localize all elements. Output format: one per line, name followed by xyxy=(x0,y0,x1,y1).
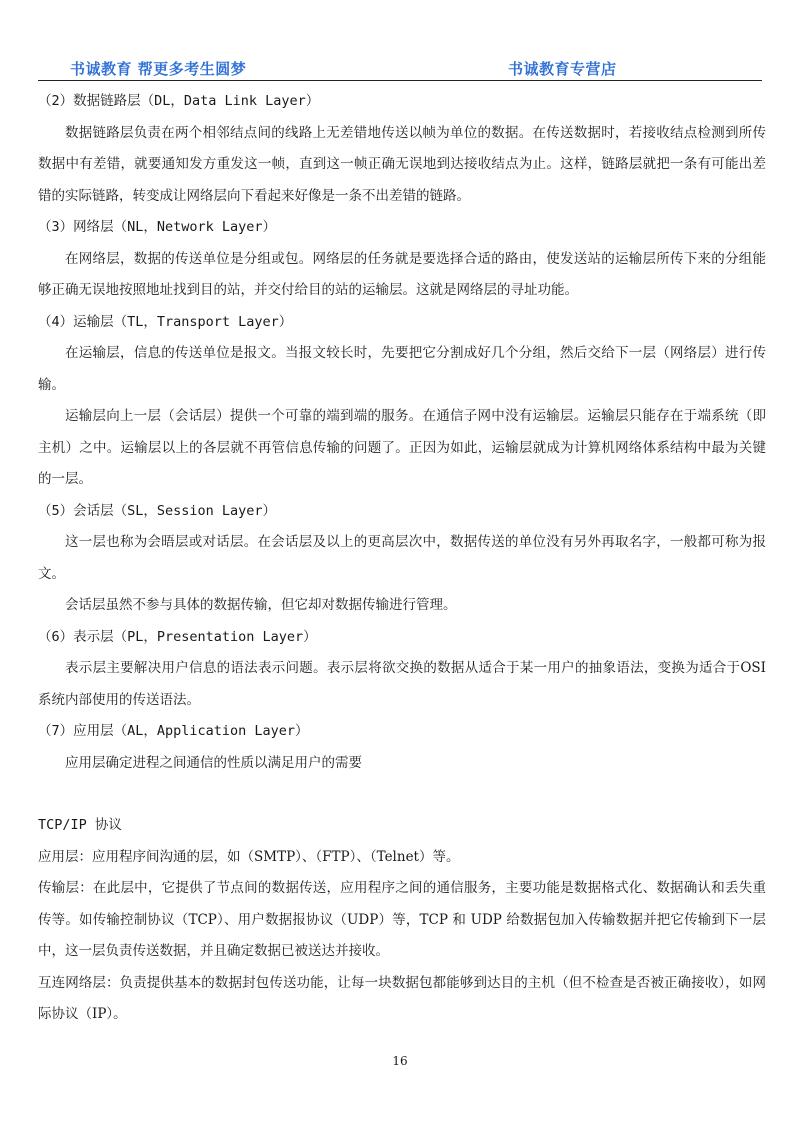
section-heading-session: （5）会话层（SL，Session Layer） xyxy=(38,502,277,519)
paragraph-session-1: 这一层也称为会晤层或对话层。在会话层及以上的更高层次中，数据传送的单位没有另外再取名字，一般都可称为报文。 xyxy=(38,534,766,582)
section-heading-network: （3）网络层（NL，Network Layer） xyxy=(38,219,277,235)
blank-line xyxy=(38,779,766,810)
tcpip-title: TCP/IP 协议 xyxy=(38,817,122,833)
page-header xyxy=(38,58,762,80)
section-heading-application: （7）应用层（AL，Application Layer） xyxy=(38,723,309,739)
header-store-name: 书诚教育专营店 xyxy=(508,60,617,78)
section-heading-presentation: （6）表示层（PL，Presentation Layer） xyxy=(38,628,317,645)
tcpip-application-layer: 应用层：应用程序间沟通的层，如（SMTP）、（FTP）、（Telnet）等。 xyxy=(38,848,460,865)
header-slogan: 书诚教育 帮更多考生圆梦 xyxy=(70,60,247,78)
paragraph-transport-2: 运输层向上一层（会话层）提供一个可靠的端到端的服务。在通信子网中没有运输层。运输层只能存在于端系统（即主机）之中。运输层以上的各层就不再管信息传输的问题了。正因为如此，运输层就成为计算机网络体系结构中最为关键的一层。 xyxy=(38,408,766,487)
paragraph-network: 在网络层，数据的传送单位是分组或包。网络层的任务就是要选择合适的路由，使发送站的运输层所传下来的分组能够正确无误地按照地址找到目的站，并交付给目的站的运输层。这就是网络层的寻址功能。 xyxy=(38,250,766,298)
tcpip-transport-layer: 传输层：在此层中，它提供了节点间的数据传送，应用程序之间的通信服务，主要功能是数据格式化、数据确认和丢失重传等。如传输控制协议（TCP）、用户数据报协议（UDP）等，TCP 和 UDP 给数据包加入传输数据并把它传输到下一层中，这一层负责传送数据，并且确定数据已被送达并接收。 xyxy=(38,880,766,959)
section-heading-transport: （4）运输层（TL，Transport Layer） xyxy=(38,313,293,330)
page-number: 16 xyxy=(392,1054,408,1068)
section-heading-data-link: （2）数据链路层（DL，Data Link Layer） xyxy=(38,93,320,109)
paragraph-application: 应用层确定进程之间通信的性质以满足用户的需要 xyxy=(65,754,362,771)
paragraph-transport-1: 在运输层，信息的传送单位是报文。当报文较长时，先要把它分割成好几个分组，然后交给下一层（网络层）进行传输。 xyxy=(38,345,766,393)
header-divider xyxy=(38,80,762,81)
paragraph-presentation: 表示层主要解决用户信息的语法表示问题。表示层将欲交换的数据从适合于某一用户的抽象语法，变换为适合于OSI 系统内部使用的传送语法。 xyxy=(38,660,766,708)
paragraph-session-2: 会话层虽然不参与具体的数据传输，但它却对数据传输进行管理。 xyxy=(65,597,457,613)
tcpip-internet-layer: 互连网络层：负责提供基本的数据封包传送功能，让每一块数据包都能够到达目的主机（但不检查是否被正确接收），如网际协议（IP）。 xyxy=(38,974,766,1022)
document-body xyxy=(38,86,766,1031)
paragraph-data-link: 数据链路层负责在两个相邻结点间的线路上无差错地传送以帧为单位的数据。在传送数据时，若接收结点检测到所传数据中有差错，就要通知发方重发这一帧，直到这一帧正确无误地到达接收结点为止。这样，链路层就把一条有可能出差错的实际链路，转变成让网络层向下看起来好像是一条不出差错的链路。 xyxy=(38,124,766,204)
